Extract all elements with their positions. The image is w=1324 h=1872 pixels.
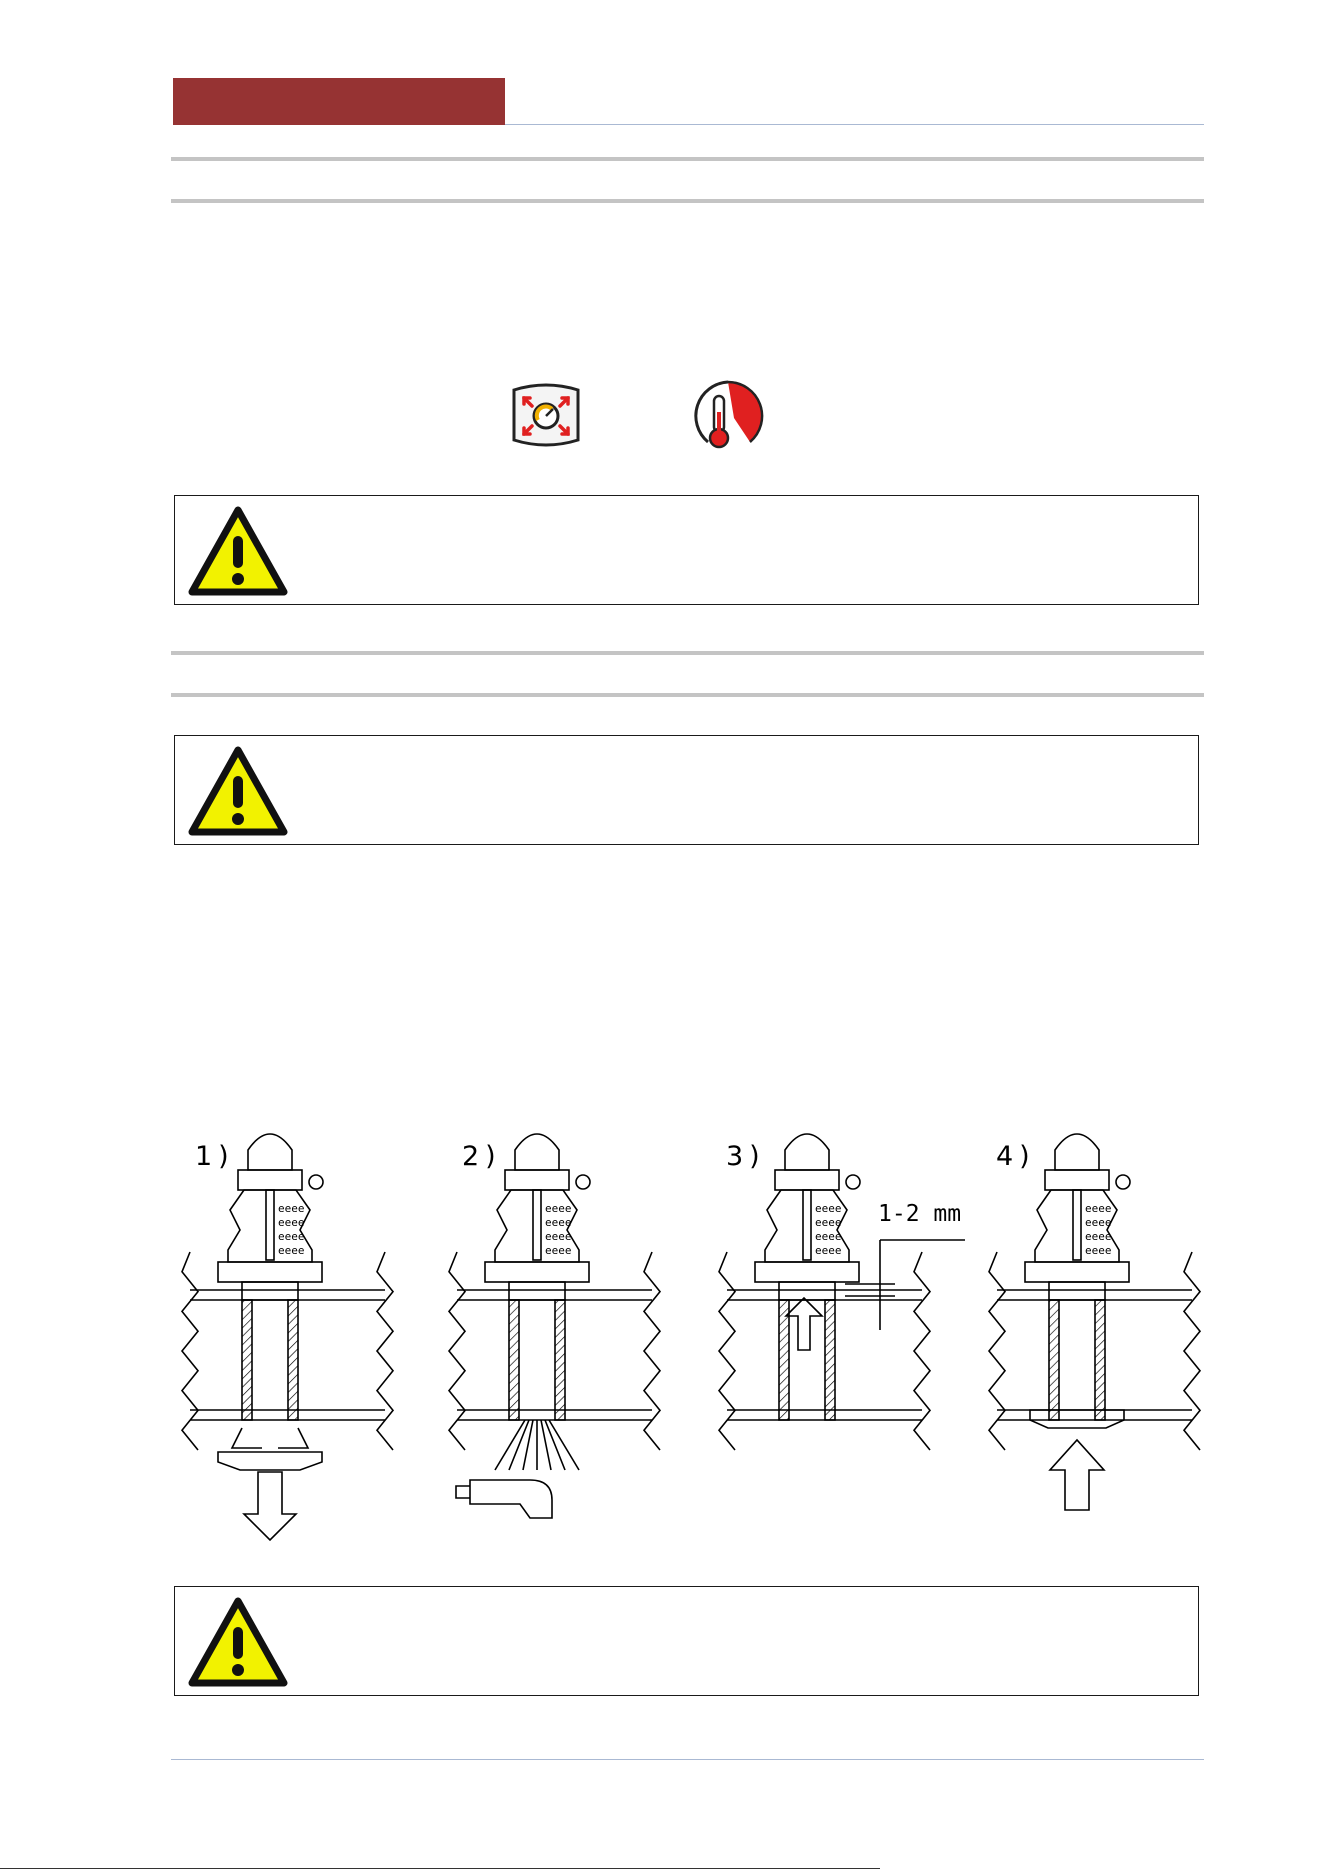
valve-illustration-1 (182, 1134, 393, 1450)
header-color-bar (173, 78, 505, 125)
hot-surface-temperature-icon (690, 378, 766, 454)
svg-text:eeee: eeee (815, 1244, 842, 1257)
svg-text:eeee: eeee (545, 1230, 572, 1243)
spray-nozzle (456, 1480, 552, 1518)
svg-text:eeee: eeee (545, 1216, 572, 1229)
spray-line (549, 1420, 579, 1470)
arrow-down-icon (244, 1472, 296, 1540)
svg-text:eeee: eeee (1085, 1230, 1112, 1243)
valve-illustration-4 (989, 1134, 1200, 1450)
page-bottom-line (0, 1868, 880, 1869)
arrow-up-icon (1050, 1440, 1104, 1510)
svg-text:eeee: eeee (278, 1202, 305, 1215)
spray-line (545, 1420, 565, 1470)
plug-base-inserted (1030, 1410, 1124, 1428)
pressure-vessel-icon (508, 382, 584, 452)
svg-text:eeee: eeee (278, 1216, 305, 1229)
plug-base (218, 1452, 322, 1470)
svg-text:eeee: eeee (1085, 1202, 1112, 1215)
section-rule-top-2 (171, 651, 1204, 655)
warning-box-3 (174, 1586, 1199, 1696)
removed-plug (232, 1428, 308, 1448)
step-label-2: 2) (462, 1141, 502, 1172)
spray-line (541, 1420, 551, 1470)
svg-text:eeee: eeee (278, 1244, 305, 1257)
valve-illustration-2 (449, 1134, 660, 1450)
warning-triangle-icon (187, 1595, 289, 1689)
step-label-1: 1) (195, 1141, 235, 1172)
svg-text:eeee: eeee (815, 1216, 842, 1229)
spray-line (495, 1420, 525, 1470)
svg-text:eeee: eeee (545, 1202, 572, 1215)
svg-text:eeee: eeee (545, 1244, 572, 1257)
warning-box-2 (174, 735, 1199, 845)
warning-triangle-icon (187, 504, 289, 598)
footer-rule (171, 1759, 1204, 1760)
dimension-label: 1-2 mm (878, 1201, 962, 1227)
warning-triangle-icon (187, 744, 289, 838)
arrow-up-icon (786, 1298, 822, 1350)
section-rule-bottom (171, 199, 1204, 203)
valve-illustration-3 (719, 1134, 930, 1450)
header-rule (505, 124, 1204, 125)
step-label-4: 4) (996, 1141, 1036, 1172)
spray-line (523, 1420, 533, 1470)
step-label-3: 3) (726, 1141, 766, 1172)
section-rule-top (171, 157, 1204, 161)
svg-text:eeee: eeee (815, 1230, 842, 1243)
svg-text:eeee: eeee (1085, 1244, 1112, 1257)
section-rule-bottom-2 (171, 693, 1204, 697)
svg-text:eeee: eeee (815, 1202, 842, 1215)
spray-line (509, 1420, 529, 1470)
warning-box-1 (174, 495, 1199, 605)
svg-text:eeee: eeee (1085, 1216, 1112, 1229)
svg-text:eeee: eeee (278, 1230, 305, 1243)
